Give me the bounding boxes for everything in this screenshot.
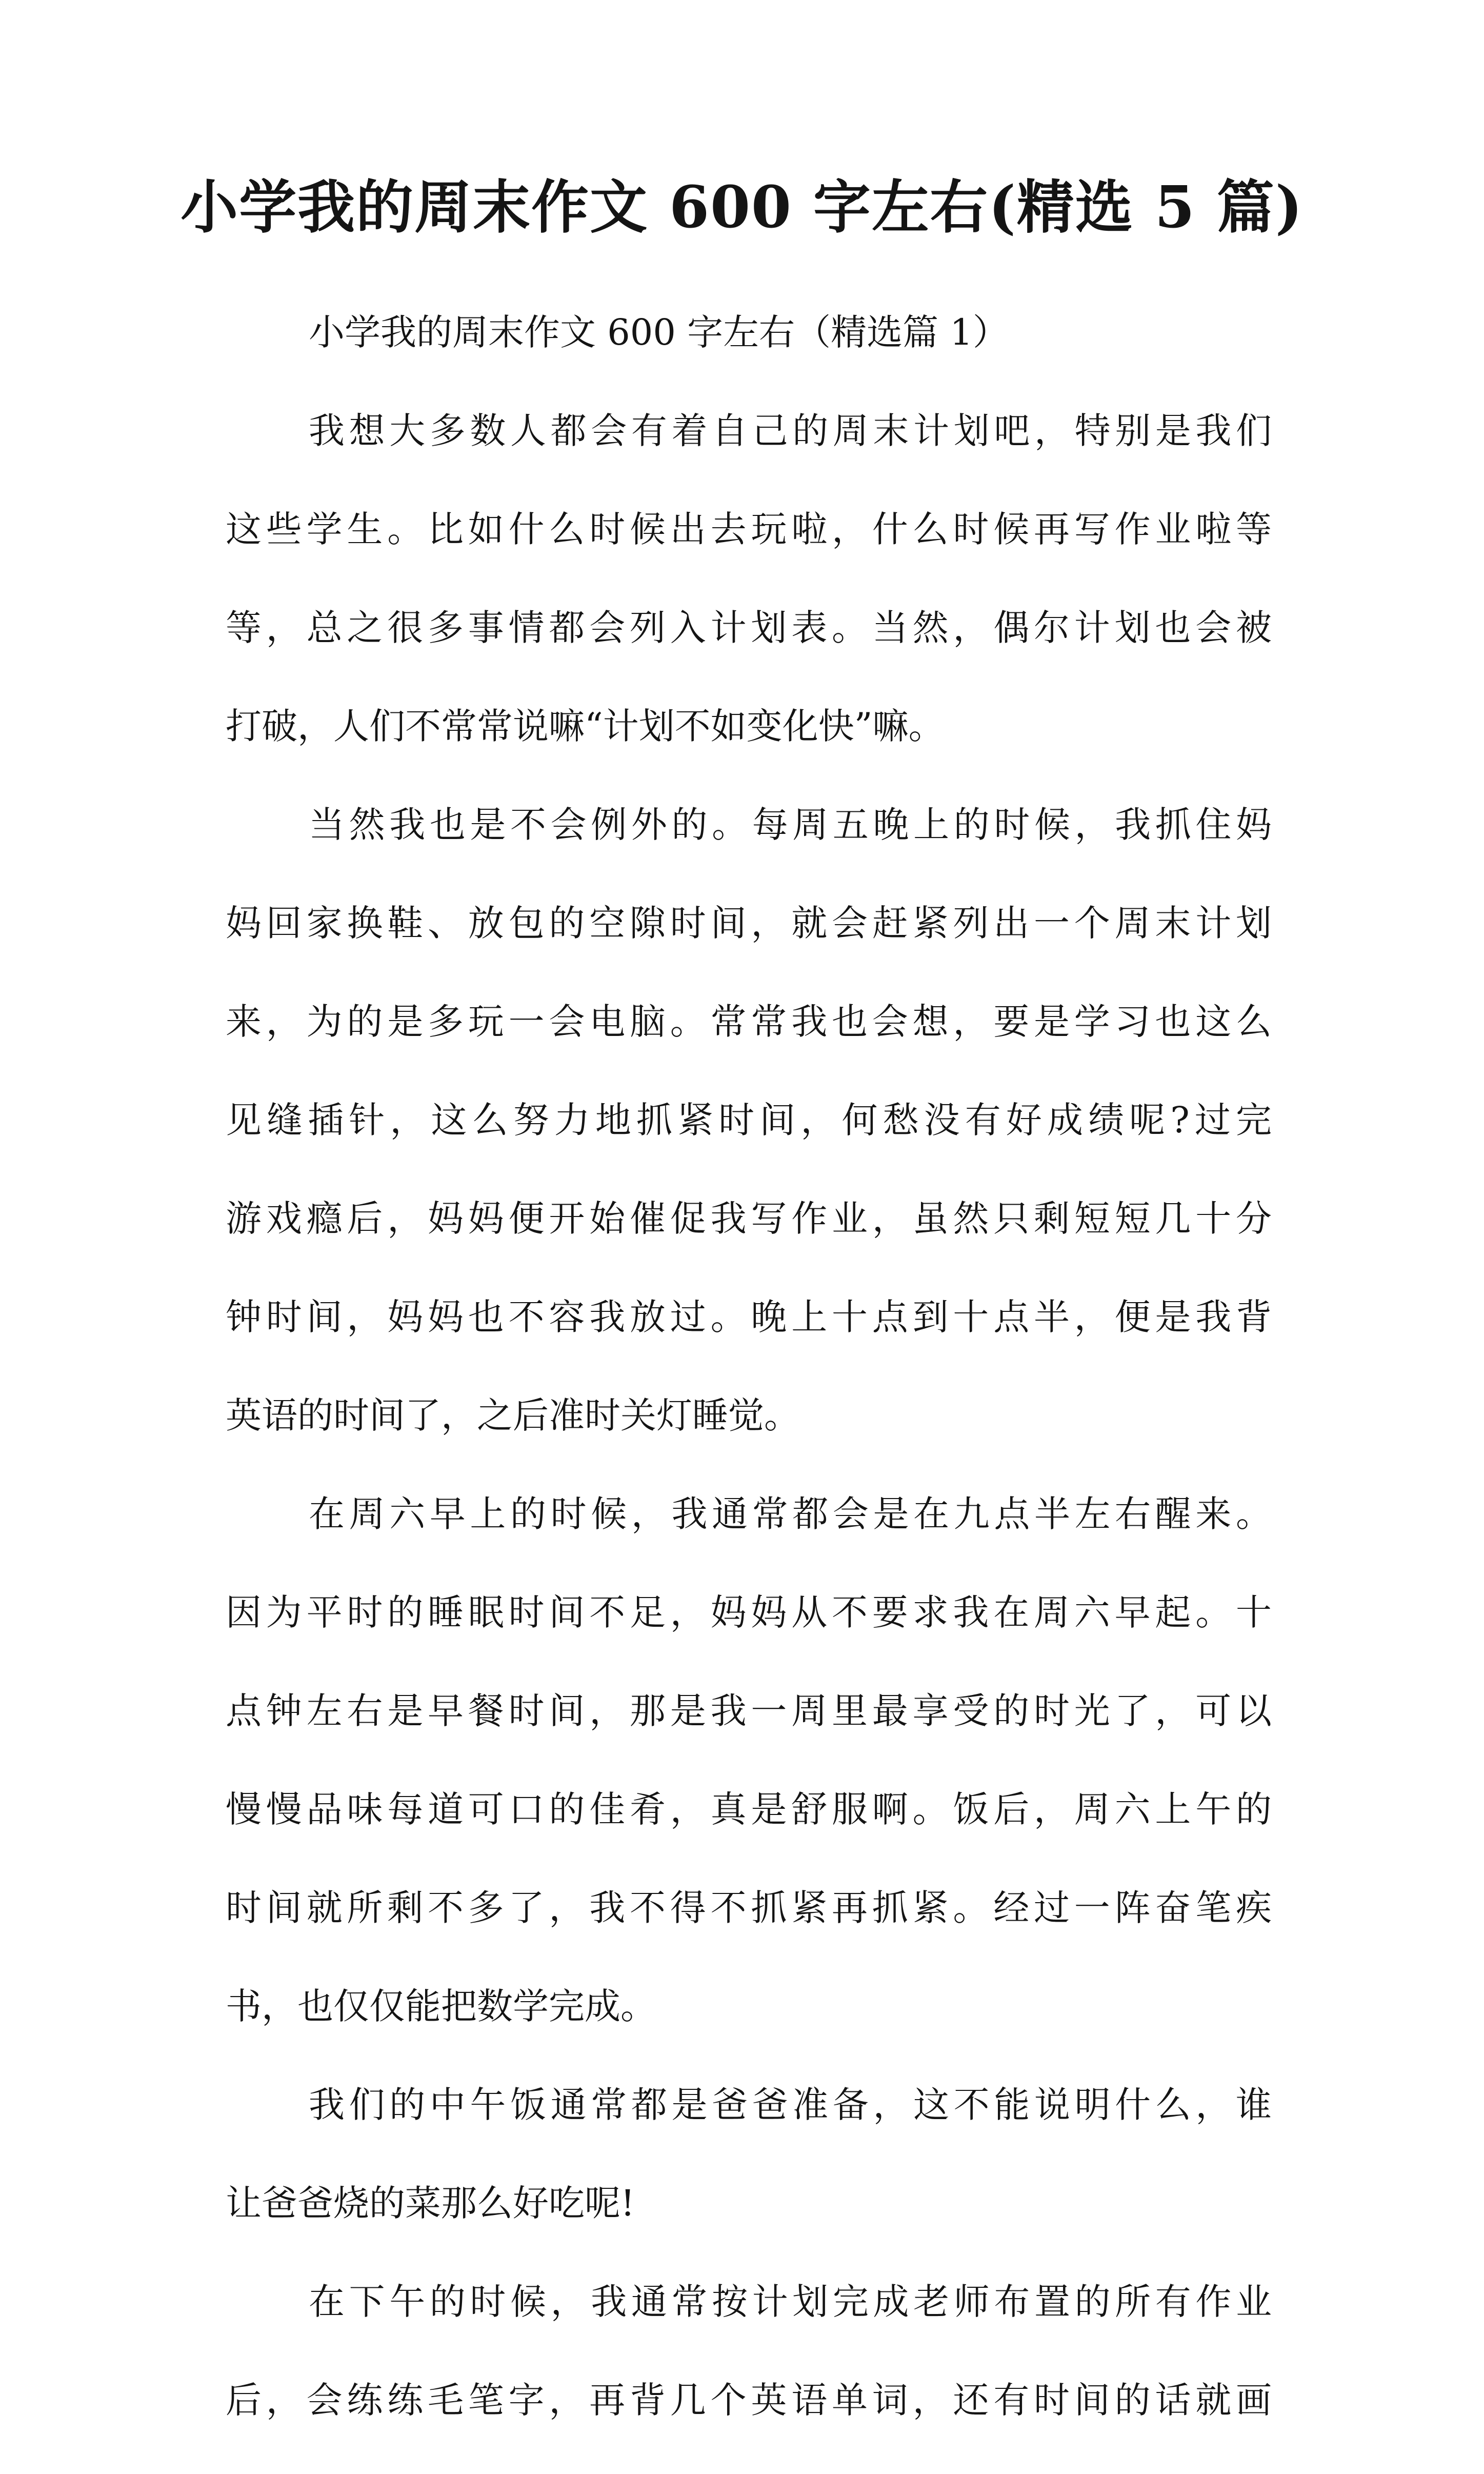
paragraph-line: 我们的中午饭通常都是爸爸准备，这不能说明什么，谁 [309, 2084, 1272, 2126]
paragraph-line: 慢慢品味每道可口的佳肴，真是舒服啊。饭后，周六上午的 [226, 1788, 1272, 1830]
paragraph-line: 我想大多数人都会有着自己的周末计划吧，特别是我们 [309, 410, 1272, 452]
document-body [226, 308, 1272, 2474]
paragraph-line: 让爸爸烧的菜那么好吃呢! [226, 2182, 635, 2224]
paragraph-line: 后，会练练毛笔字，再背几个英语单词，还有时间的话就画 [226, 2379, 1272, 2421]
paragraph-line: 在周六早上的时候，我通常都会是在九点半左右醒来。 [309, 1493, 1272, 1535]
paragraph-line: 钟时间，妈妈也不容我放过。晚上十点到十点半，便是我背 [226, 1296, 1272, 1338]
paragraph-4 [226, 2080, 1272, 2277]
document-title: 小学我的周末作文 600 字左右(精选 5 篇) [181, 174, 1303, 241]
paragraph-line: 这些学生。比如什么时候出去玩啦，什么时候再写作业啦等 [226, 508, 1272, 550]
paragraph-5 [226, 2277, 1272, 2474]
paragraph-line: 在下午的时候，我通常按计划完成老师布置的所有作业 [309, 2281, 1272, 2323]
paragraph-line: 书，也仅仅能把数学完成。 [226, 1985, 656, 2027]
paragraph-line: 妈回家换鞋、放包的空隙时间，就会赶紧列出一个周末计划 [226, 902, 1272, 944]
paragraph-3 [226, 1489, 1272, 2080]
paragraph-1 [226, 406, 1272, 800]
paragraph-subtitle [226, 308, 1272, 406]
paragraph-line: 打破，人们不常常说嘛“计划不如变化快”嘛。 [226, 705, 945, 747]
paragraph-line: 英语的时间了，之后准时关灯睡觉。 [226, 1394, 800, 1436]
paragraph-2 [226, 800, 1272, 1489]
paragraph-line: 见缝插针，这么努力地抓紧时间，何愁没有好成绩呢?过完 [226, 1099, 1272, 1141]
paragraph-line: 因为平时的睡眠时间不足，妈妈从不要求我在周六早起。十 [226, 1591, 1272, 1633]
paragraph-line: 等，总之很多事情都会列入计划表。当然，偶尔计划也会被 [226, 607, 1272, 649]
paragraph-line: 来，为的是多玩一会电脑。常常我也会想，要是学习也这么 [226, 1001, 1272, 1043]
paragraph-line: 点钟左右是早餐时间，那是我一周里最享受的时光了，可以 [226, 1690, 1272, 1732]
paragraph-line: 小学我的周末作文 600 字左右（精选篇 1） [309, 311, 1009, 353]
paragraph-line: 时间就所剩不多了，我不得不抓紧再抓紧。经过一阵奋笔疾 [226, 1887, 1272, 1929]
paragraph-line: 游戏瘾后，妈妈便开始催促我写作业，虽然只剩短短几十分 [226, 1198, 1272, 1240]
paragraph-line: 当然我也是不会例外的。每周五晚上的时候，我抓住妈 [309, 804, 1272, 846]
